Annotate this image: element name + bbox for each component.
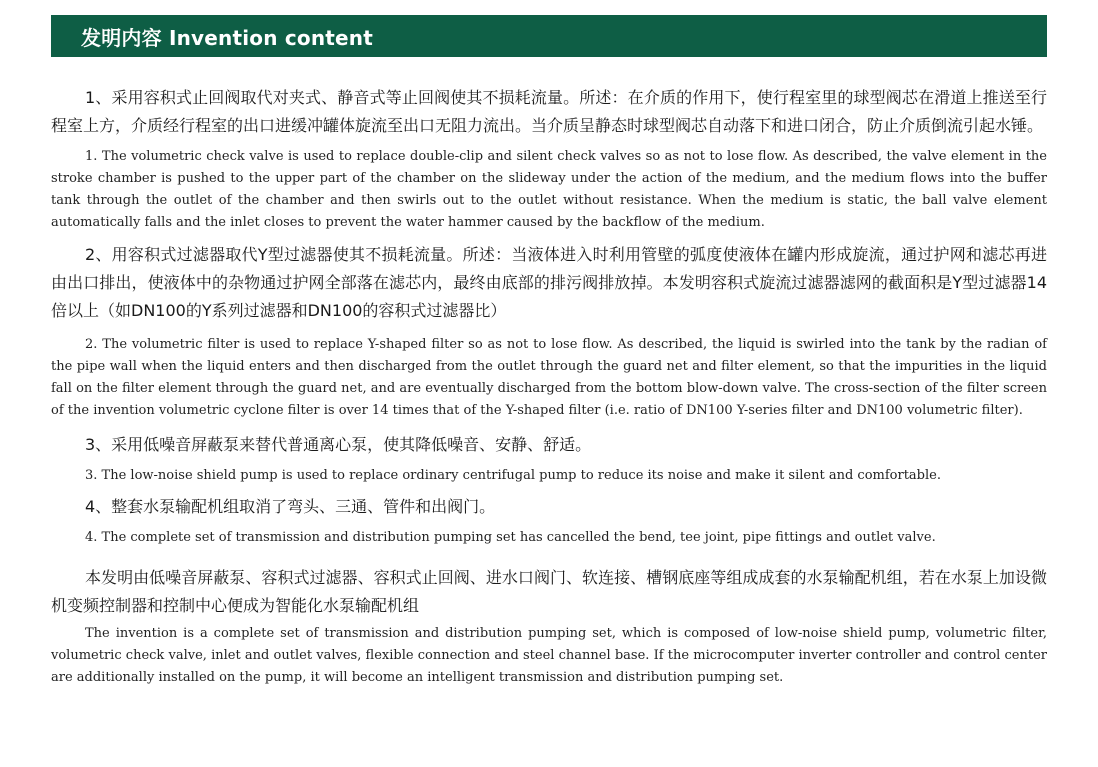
paragraph-3-english: 3. The low-noise shield pump is used to replace ordinary centrifugal pump to reduce its noise and make it silent and comfortable. [85, 468, 941, 483]
paragraph-3-chinese: 3、采用低噪音屏蔽泵来替代普通离心泵，使其降低噪音、安静、舒适。 [85, 435, 592, 454]
summary-paragraph-chinese: 本发明由低噪音屏蔽泵、容积式过滤器、容积式止回阀、进水口阀门、软连接、槽钢底座等组成成套的水泵输配机组，若在水泵上加设微机变频控制器和控制中心便成为智能化水泵输配机组 [51, 568, 1047, 615]
paragraph-4-english: 4. The complete set of transmission and distribution pumping set has cancelled the bend, tee joint, pipe fittings and outlet valve. [85, 530, 936, 545]
document-body [51, 84, 1047, 689]
paragraph-2-chinese: 2、用容积式过滤器取代Y型过滤器使其不损耗流量。所述：当液体进入时利用管壁的弧度使液体在罐内形成旋流，通过护网和滤芯再进由出口排出，使液体中的杂物通过护网全部落在滤芯内，最终由底部的排污阀排放掉。本发明容积式旋流过滤器滤网的截面积是Y型过滤器14倍以上（如DN100的Y系列过滤器和DN100的容积式过滤器比） [51, 245, 1047, 320]
paragraph-4-chinese: 4、整套水泵输配机组取消了弯头、三通、管件和出阀门。 [85, 497, 496, 516]
paragraph-1-english: 1. The volumetric check valve is used to replace double-clip and silent check valves so as not to lose flow. As described, the valve element in the stroke chamber is pushed to the upper part of the chamber on the slideway under the action of the medium, and the medium flows into the buffer tank through the outlet of the chamber and then swirls out to the outlet without resistance. When the medium is static, the ball valve element automatically falls and the inlet closes to prevent the water hammer caused by the backflow of the medium. [51, 149, 1047, 230]
section-title: 发明内容 Invention content [81, 25, 373, 50]
summary-paragraph-english: The invention is a complete set of transmission and distribution pumping set, which is composed of low-noise shield pump, volumetric filter, volumetric check valve, inlet and outlet valves, flexible connection and steel channel base. If the microcomputer inverter controller and control center are additionally installed on the pump, it will become an intelligent transmission and distribution pumping set. [51, 626, 1047, 685]
paragraph-1-chinese: 1、采用容积式止回阀取代对夹式、静音式等止回阀使其不损耗流量。所述：在介质的作用下，使行程室里的球型阀芯在滑道上推送至行程室上方，介质经行程室的出口进缓冲罐体旋流至出口无阻力流出。当介质呈静态时球型阀芯自动落下和进口闭合，防止介质倒流引起水锤。 [51, 88, 1047, 135]
section-header-bar [51, 15, 1047, 57]
paragraph-2-english: 2. The volumetric filter is used to replace Y-shaped filter so as not to lose flow. As described, the liquid is swirled into the tank by the radian of the pipe wall when the liquid enters and then discharged from the outlet through the guard net and filter element, so that the impurities in the liquid fall on the filter element through the guard net, and are eventually discharged from the bottom blow-down valve. The cross-section of the filter screen of the invention volumetric cyclone filter is over 14 times that of the Y-shaped filter (i.e. ratio of DN100 Y-series filter and DN100 volumetric filter). [51, 337, 1047, 418]
